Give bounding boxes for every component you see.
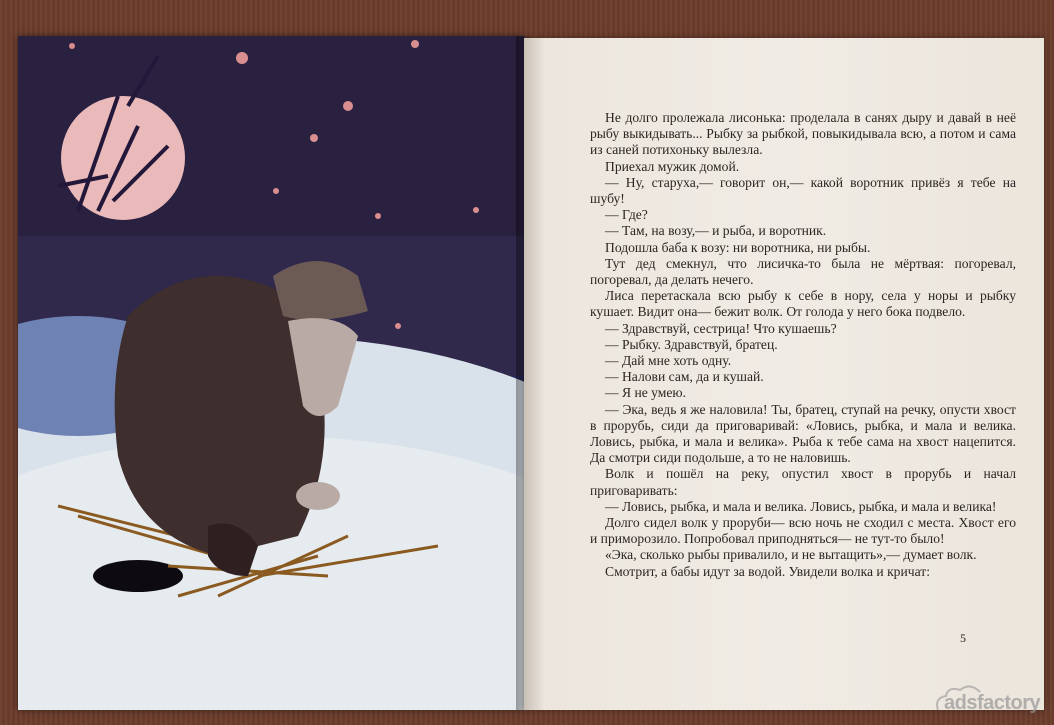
story-text xyxy=(590,110,1016,580)
paragraph: Не долго пролежала лисонька: проделала в санях дыру и давай в неё рыбу выкидывать... Рыбку за рыбкой, повыкидывала всю, а потом и сама из саней потихоньку вылезла. xyxy=(590,110,1016,158)
paragraph: — Рыбку. Здравствуй, братец. xyxy=(605,336,778,352)
watermark xyxy=(930,680,1054,720)
paragraph: Смотрит, а бабы идут за водой. Увидели волка и кричат: xyxy=(605,563,930,579)
paragraph: — Я не умею. xyxy=(605,385,686,401)
paragraph: Приехал мужик домой. xyxy=(605,158,740,174)
page-number: 5 xyxy=(960,631,966,645)
paragraph: — Где? xyxy=(605,207,648,223)
paragraph: — Здравствуй, сестрица! Что кушаешь? xyxy=(605,320,837,336)
paragraph: — Там, на возу,— и рыба, и воротник. xyxy=(605,223,827,239)
paragraph: — Дай мне хоть одну. xyxy=(605,353,732,369)
watermark-text: adsfactory xyxy=(944,692,1041,714)
open-book xyxy=(18,30,1048,710)
wolf-paw xyxy=(296,482,340,510)
paragraph: «Эка, сколько рыбы привалило, и не вытащить»,— думает волк. xyxy=(605,547,977,563)
paragraph: — Эка, ведь я же наловила! Ты, братец, ступай на речку, опусти хвост в прорубь, сиди да приговаривай: «Ловись, рыбка, и мала и велика. Ловись, рыбка, и мала и велика». Рыба к тебе сама на хвост нацепится. Да смотри сиди подольше, а то не наловишь. xyxy=(590,401,1016,466)
paragraph: Тут дед смекнул, что лисичка-то была не мёртвая: погоревал, погоревал, да делать нечего. xyxy=(590,255,1016,288)
paragraph: Долго сидел волк у проруби— всю ночь не сходил с места. Хвост его и приморозило. Попробовал приподняться— не тут-то было! xyxy=(590,515,1016,547)
paragraph: — Налови сам, да и кушай. xyxy=(605,369,764,385)
paragraph: Лиса перетаскала всю рыбу к себе в нору, села у норы и рыбку кушает. Видит она— бежит волк. От голода у него бока подвело. xyxy=(590,288,1016,320)
illustration-page xyxy=(18,36,524,710)
wolf-illustration xyxy=(18,36,524,710)
text-page xyxy=(524,38,1044,710)
paragraph: — Ну, старуха,— говорит он,— какой воротник привёз я тебе на шубу! xyxy=(590,174,1016,207)
paragraph: Волк и пошёл на реку, опустил хвост в прорубь и начал приговаривать: xyxy=(590,466,1016,498)
paragraph: Подошла баба к возу: ни воротника, ни рыбы. xyxy=(605,239,871,255)
paragraph: — Ловись, рыбка, и мала и велика. Ловись, рыбка, и мала и велика! xyxy=(605,498,997,514)
